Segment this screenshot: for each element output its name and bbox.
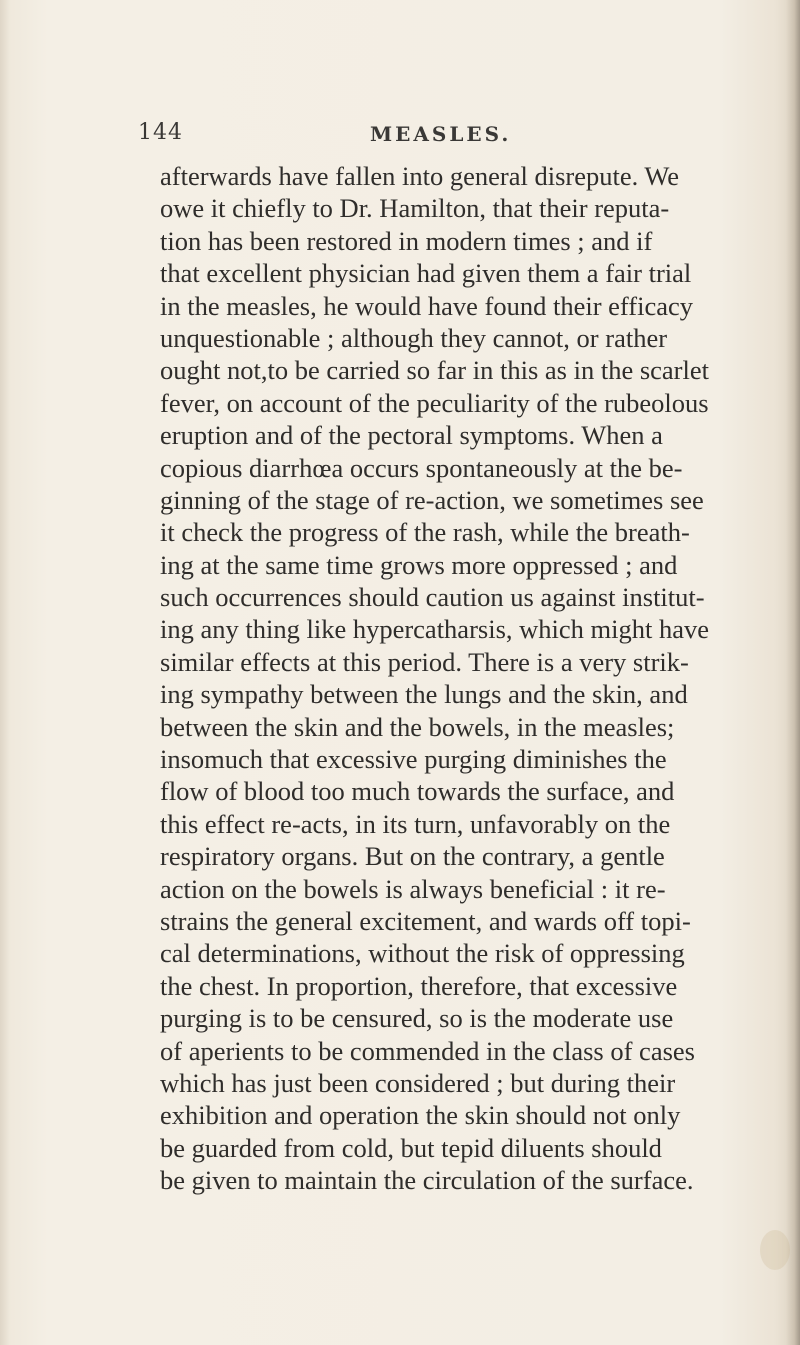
text-line: copious diarrhœa occurs spontaneously at the be-: [160, 452, 683, 483]
text-line: the chest. In proportion, therefore, that excessive: [160, 970, 678, 1001]
text-line: respiratory organs. But on the contrary, a gentle: [160, 841, 665, 872]
text-line: insomuch that excessive purging diminishes the: [160, 744, 667, 775]
text-line: it check the progress of the rash, while the breath-: [160, 517, 690, 548]
page-gutter-shadow: [0, 0, 10, 1345]
text-line: ing any thing like hypercatharsis, which might have: [160, 614, 710, 645]
text-line: ing at the same time grows more oppressed ; and: [160, 549, 678, 580]
text-line: between the skin and the bowels, in the measles;: [160, 711, 675, 742]
body-text: [160, 160, 800, 1197]
text-line: be given to maintain the circulation of the surface.: [160, 1165, 694, 1196]
text-line: unquestionable ; although they cannot, or rather: [160, 322, 668, 353]
text-line: eruption and of the pectoral symptoms. When a: [160, 420, 663, 451]
text-line: purging is to be censured, so is the moderate use: [160, 1003, 674, 1034]
page-header: [138, 120, 698, 150]
text-line: exhibition and operation the skin should not only: [160, 1100, 681, 1131]
text-line: tion has been restored in modern times ; and if: [160, 225, 653, 256]
text-line: fever, on account of the peculiarity of the rubeolous: [160, 387, 709, 418]
text-line: ing sympathy between the lungs and the skin, and: [160, 679, 688, 710]
text-line: owe it chiefly to Dr. Hamilton, that their reputa-: [160, 193, 670, 224]
text-line: of aperients to be commended in the class of cases: [160, 1035, 695, 1066]
text-line: ginning of the stage of re-action, we sometimes see: [160, 484, 704, 515]
text-line: action on the bowels is always beneficial : it re-: [160, 873, 666, 904]
page-number: 144: [138, 120, 183, 145]
text-line: similar effects at this period. There is a very strik-: [160, 646, 689, 677]
text-line: ought not,to be carried so far in this as in the scarlet: [160, 355, 709, 386]
text-line: cal determinations, without the risk of oppressing: [160, 938, 685, 969]
text-line: flow of blood too much towards the surface, and: [160, 776, 675, 807]
text-line: this effect re-acts, in its turn, unfavorably on the: [160, 808, 671, 839]
text-line: in the measles, he would have found their efficacy: [160, 290, 694, 321]
text-line: strains the general excitement, and wards off topi-: [160, 905, 691, 936]
text-line: such occurrences should caution us against institut-: [160, 582, 705, 613]
text-line: afterwards have fallen into general disrepute. We: [160, 161, 680, 191]
paper-stain: [760, 1230, 790, 1270]
text-line: which has just been considered ; but during their: [160, 1067, 676, 1098]
text-line: be guarded from cold, but tepid diluents should: [160, 1132, 662, 1163]
running-head: MEASLES.: [370, 122, 512, 146]
text-line: that excellent physician had given them a fair trial: [160, 258, 692, 289]
